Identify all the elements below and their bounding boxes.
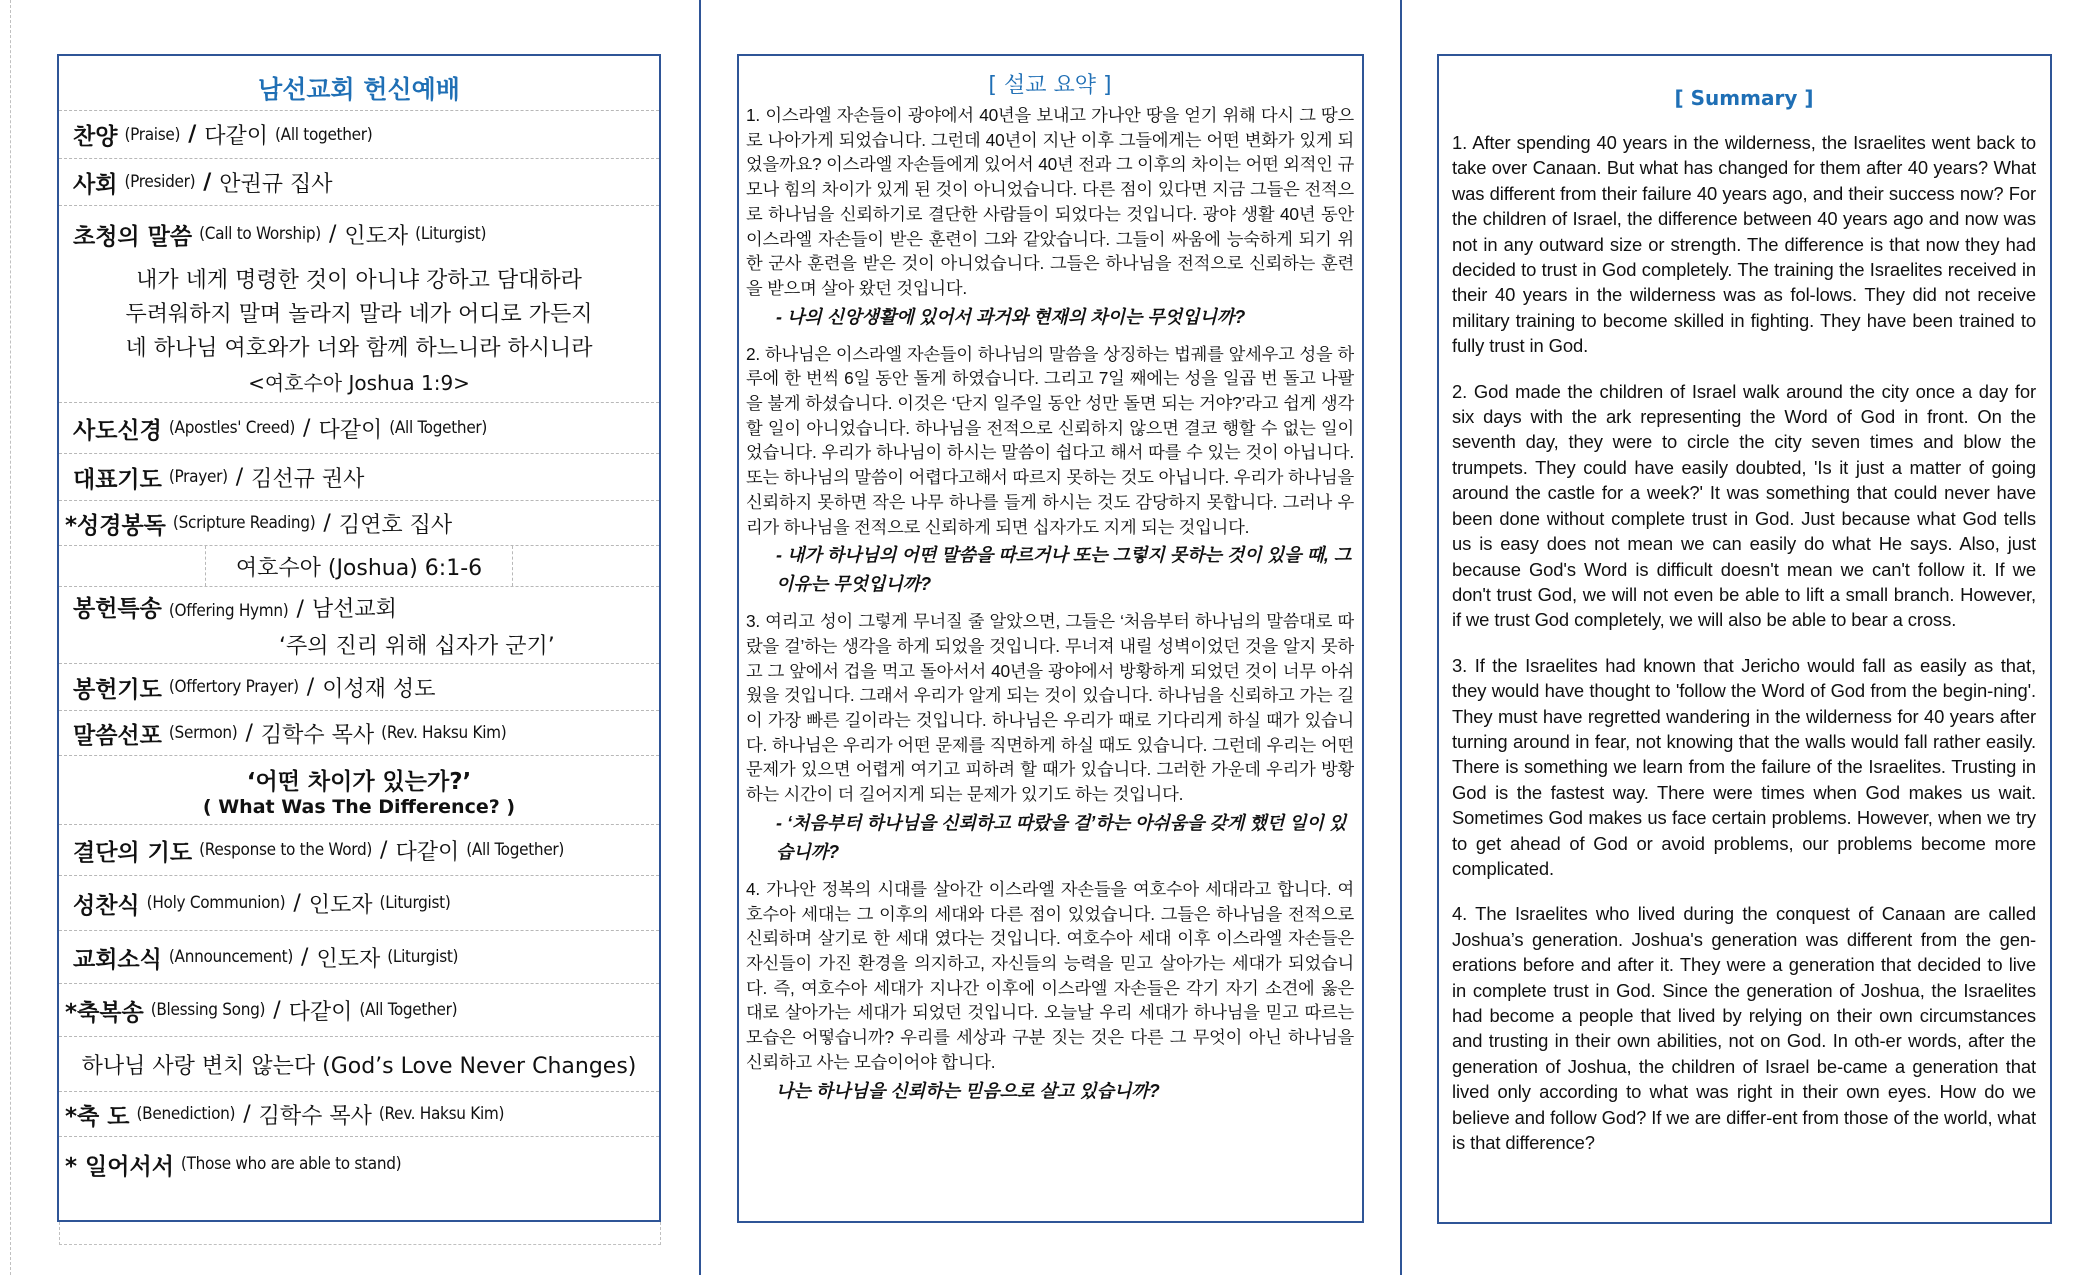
item-key: 초청의 말씀 (73, 223, 193, 250)
item-offertory-prayer (59, 663, 659, 710)
item-sep: / (243, 1101, 251, 1127)
item-sep: / (245, 720, 253, 746)
item-key: 성찬식 (73, 892, 140, 919)
item-presider (59, 158, 659, 205)
verse-line: 내가 네게 명령한 것이 아니냐 강하고 담대하라 (136, 268, 582, 293)
item-value-en: (Rev. Haksu Kim) (381, 723, 507, 743)
item-key: 찬양 (73, 124, 118, 150)
item-key: 교회소식 (73, 946, 162, 973)
item-key-en: (Response to the Word) (199, 840, 373, 860)
item-value: 인도자 (316, 946, 381, 972)
item-key: 사도신경 (73, 417, 162, 444)
summary-paragraph-en: 1. After spending 40 years in the wilderness, the Israelites went back to take over Canaan. But what has changed for them after 40 years? What was different from their failure 40 years ago, and their success now? For the children of Israel, the difference between 40 years ago and now was not in any outward size or strength. The difference is that now they had decided to trust in God completely. The training the Israelites received in their 40 years in the wilderness was as fol-lows. They did not receive military training to become skilled in fighting. They have been trained to fully trust in God. (1452, 132, 2036, 357)
item-benediction (59, 1091, 659, 1136)
summary-paragraph: 4. 가나안 정복의 시대를 살아간 이스라엘 자손들을 여호수아 세대라고 합니다. 여호수아 세대는 그 이후의 세대와 다른 점이 있었습니다. 그들은 하나님을 전적으로 신뢰하며 살기로 한 세대 였다는 것입니다. 여호수아 세대 이후 이스라엘 자손들은 자신들이 가진 환경을 의지하고, 자신들의 능력을 믿고 살아가는 세대가 되었습니다. 즉, 여호수아 세대가 지나간 이후에 이스라엘 자손들은 각기 자기 소견에 옳은 대로 살아가는 세대가 되었던 것입니다. 오늘날 우리 세대가 하나님을 믿고 따르는 모습은 어떻습니까? 우리를 세상과 구분 짓는 것은 다른 그 무엇이 아닌 하나님을 신뢰하고 사는 모습이어야 합니다. (746, 878, 1354, 1072)
item-key: 봉헌특송 (73, 596, 162, 622)
fold-line-1 (699, 0, 701, 1275)
summary-paragraph-en: 2. God made the children of Israel walk around the city once a day for six days with the ark representing the Word of God in front. On the seventh day, they were to circle the city seven times and blow the trumpets. They could have easily doubted, 'Is it just a matter of going around the castle for a week?' It was something that could never have been done without complete trust in God. Just because what God tells us is easy does not mean we can easily do what He says. Also, just because God's Word is difficult doesn't mean we can't follow it. If we don't trust God, we will not even be able to lift a small branch. However, if we trust God completely, we will also be able to bear a cross. (1452, 380, 2036, 631)
reflection-question: 나는 하나님을 신뢰하는 믿음으로 살고 있습니까? (776, 1080, 1160, 1101)
item-offering-hymn (59, 586, 659, 663)
item-praise (59, 110, 659, 158)
item-value-en: (All Together) (389, 418, 488, 438)
sermon-title-en: ( What Was The Difference? ) (202, 795, 516, 818)
fold-line-2 (1400, 0, 1402, 1275)
fold-line-left (10, 0, 11, 1275)
item-sep: / (301, 944, 309, 970)
item-response (59, 824, 659, 875)
item-value: 다같이 (288, 999, 353, 1025)
item-sep: / (296, 597, 304, 622)
item-key-en: (Call to Worship) (199, 224, 321, 244)
reflection-question: - 내가 하나님의 어떤 말씀을 따르거나 또는 그렇지 못하는 것이 있을 때, 그 이유는 무엇입니까? (776, 545, 1352, 595)
item-value: 다같이 (318, 417, 383, 443)
item-key-en: (Benediction) (136, 1104, 236, 1124)
item-value: 김학수 목사 (260, 722, 375, 748)
item-key-en: (Sermon) (168, 723, 238, 743)
sermon-summary-korean-panel (737, 54, 1364, 1223)
item-key-en: (Scripture Reading) (172, 513, 316, 533)
summary-paragraph: 1. 이스라엘 자손들이 광야에서 40년을 보내고 가나안 땅을 얻기 위해 다시 그 땅으로 나아가게 되었습니다. 그런데 40년이 지난 이후 그들에게는 어떤 변화가 있게 되었을까요? 이스라엘 자손들에게 있어서 40년 전과 그 이후의 차이는 어떤 외적인 규모나 힘의 차이가 있게 된 것이 아니었습니다. 다른 점이 있다면 지금 그들은 전적으로 하나님을 신뢰하기로 결단한 사람들이 되었다는 것입니다. 광야 생활 40년 동안 이스라엘 자손들이 받은 훈련이 그와 같았습니다. 그들이 싸움에 능숙하게 되기 위한 군사 훈련을 받은 것이 아니었습니다. 그들은 하나님을 전적으로 신뢰하는 훈련을 받으며 살아 왔던 것입니다. (746, 105, 1354, 298)
verse-reference: <여호수아 Joshua 1:9> (248, 371, 470, 395)
sermon-title-block (59, 755, 659, 824)
reflection-question: - 나의 신앙생활에 있어서 과거와 현재의 차이는 무엇입니까? (776, 306, 1246, 327)
item-value: 이성재 성도 (322, 676, 436, 702)
item-value: 안권규 집사 (219, 171, 333, 197)
item-prayer (59, 453, 659, 500)
bulletin-title: 남선교회 헌신예배 (258, 75, 460, 104)
item-key-en: (Praise) (124, 124, 181, 145)
item-value-en: (All together) (275, 124, 373, 145)
verse-line: 네 하나님 여호와가 너와 함께 하느니라 하시니라 (125, 336, 593, 361)
item-key: *축 도 (65, 1103, 130, 1130)
item-value-en: (Liturgist) (387, 947, 459, 967)
item-sep: / (293, 890, 301, 916)
blessing-song-title-row (59, 1036, 659, 1091)
item-value-en: (All Together) (359, 1000, 458, 1020)
item-sep: / (273, 997, 281, 1023)
item-key-en: (Prayer) (168, 467, 228, 487)
item-sermon (59, 710, 659, 755)
item-key: *축복송 (65, 999, 144, 1026)
item-value-en: (All Together) (466, 840, 565, 860)
scripture-passage: 여호수아 (Joshua) 6:1-6 (205, 546, 513, 586)
item-apostles-creed (59, 402, 659, 453)
item-sep: / (380, 837, 388, 863)
item-key-en: (Holy Communion) (146, 893, 286, 913)
item-key-en: (Offertory Prayer) (168, 677, 299, 697)
item-call-to-worship (59, 205, 659, 262)
item-value-en: (Liturgist) (379, 893, 451, 913)
item-value: 인도자 (344, 223, 409, 249)
sermon-title: ‘어떤 차이가 있는가?’ (246, 768, 472, 795)
item-sep: / (203, 169, 212, 195)
item-sep: / (235, 464, 244, 490)
summary-english-panel (1437, 54, 2052, 1224)
item-value-en: (Rev. Haksu Kim) (378, 1104, 505, 1124)
item-key-en: (Offering Hymn) (168, 601, 289, 621)
item-value: 김학수 목사 (258, 1103, 372, 1129)
item-blessing-song (59, 983, 659, 1036)
summary-paragraph: 3. 여리고 성이 그렇게 무너질 줄 알았으면, 그들은 ‘처음부터 하나님의 말씀대로 따랐을 걸’하는 생각을 하게 되었을 것입니다. 무너져 내릴 성벽이었던 것을 알지 못하고 그 앞에서 겁을 먹고 돌아서서 40년을 광야에서 방황하게 되었던 것이 너무 아쉬웠을 것입니다. 그래서 우리가 알게 되는 것이 있습니다. 하나님을 신뢰하고 가는 길이 가장 빠른 길이라는 것입니다. 하나님은 우리가 때로 기다리게 하실 때가 있습니다. 하나님은 우리가 어떤 문제를 직면하게 하실 때도 있습니다. 그런데 우리는 어떤 문제가 있으면 어렵게 여기고 피하려 할 때가 있습니다. 그러한 가운데 우리가 방황하는 시간이 더 길어지게 되는 문제가 있기도 하는 것입니다. (746, 611, 1354, 805)
dashed-outline (59, 1222, 661, 1245)
item-key: *성경봉독 (65, 512, 166, 539)
item-stand-note (59, 1136, 659, 1191)
hymn-title: ‘주의 진리 위해 십자가 군기’ (279, 634, 555, 659)
item-sep: / (188, 122, 197, 147)
call-to-worship-verse (59, 262, 659, 402)
item-sep: / (303, 415, 311, 441)
summary-paragraph-en: 3. If the Israelites had known that Jericho would fall as easily as that, they would have thought to 'follow the Word of God from the begin-ning'. They must have regretted wandering in the wilderness for 40 years after turning around in fear, not knowing that the walls would fall rather easily. There is something we learn from the failure of the Israelites. Trusting in God is the fastest way. There were times when God makes us wait. Sometimes God makes us face certain problems. However, when we try to get ahead of God or avoid problems, our problems become more complicated. (1452, 654, 2036, 879)
item-value-en: (Liturgist) (415, 224, 487, 244)
item-key-en: (Announcement) (168, 947, 294, 967)
item-key-en: (Blessing Song) (150, 1000, 266, 1020)
item-key: 대표기도 (73, 466, 162, 493)
item-value: 다같이 (395, 839, 460, 865)
item-sep: / (328, 221, 337, 247)
item-value: 남선교회 (311, 597, 397, 622)
item-sep: / (306, 674, 315, 700)
item-key-en: (Apostles' Creed) (168, 418, 296, 438)
sermon-summary-title: [ 설교 요약 ] (988, 73, 1112, 98)
item-value: 인도자 (308, 892, 373, 918)
item-key: 사회 (73, 171, 118, 198)
item-value: 다같이 (204, 124, 268, 149)
item-key-en: (Those who are able to stand) (180, 1154, 402, 1174)
reflection-question: - ‘처음부터 하나님을 신뢰하고 따랐을 걸’하는 아쉬움을 갖게 했던 일이 있습니까? (776, 812, 1347, 862)
item-scripture-reading (59, 500, 659, 545)
item-announcement (59, 930, 659, 983)
item-value: 김선규 권사 (251, 466, 365, 492)
blessing-song-title: 하나님 사랑 변치 않는다 (God’s Love Never Changes) (81, 1053, 637, 1079)
item-key-en: (Presider) (124, 172, 196, 192)
summary-title: [ Summary ] (1674, 86, 1814, 110)
item-value: 김연호 집사 (338, 512, 453, 538)
item-sep: / (323, 510, 331, 536)
summary-paragraph-en: 4. The Israelites who lived during the conquest of Canaan are called Joshua’s generation. Joshua's generation was different from the gen-erations before and after it. They were a generation that decided to live in complete trust in God. Since the generation of Joshua, the Israelites had become a people that lived by relying on their own circumstances and trusting in their own abilities, not on God. In oth-er words, after the generation of Joshua, the children of Israel be-came a generation that lived only according to what was right in their own eyes. How do we believe and follow God? If we are differ-ent from those of the world, what is that difference? (1452, 903, 2036, 1154)
verse-line: 두려워하지 말며 놀라지 말라 네가 어디로 가든지 (125, 302, 593, 327)
item-key: 봉헌기도 (73, 676, 162, 703)
order-of-worship-panel (57, 54, 661, 1222)
summary-paragraph: 2. 하나님은 이스라엘 자손들이 하나님의 말씀을 상징하는 법궤를 앞세우고 성을 하루에 한 번씩 6일 동안 돌게 하였습니다. 그리고 7일 째에는 성을 일곱 번 돌고 나팔을 불게 하셨습니다. 이것은 ‘단지 일주일 동안 성만 돌면 되는 거야?’라고 쉽게 생각할 일이 아니었습니다. 하나님을 전적으로 신뢰하지 않으면 결코 행할 수 없는 일이었습니다. 우리가 하나님이 하시는 말씀이 쉽다고 해서 따를 수 있는 것이 아닙니다. 또는 하나님의 말씀이 어렵다고해서 따르지 못하는 것도 아닙니다. 우리가 하나님을 신뢰하지 못하면 작은 나무 하나를 들게 하시는 것도 감당하지 못합니다. 그러나 우리가 하나님을 전적으로 신뢰하게 되면 십자가도 지게 되는 것입니다. (746, 343, 1354, 537)
item-holy-communion (59, 875, 659, 930)
item-key: 결단의 기도 (73, 839, 193, 866)
item-key: * 일어서서 (65, 1153, 174, 1180)
scripture-passage-row (59, 545, 659, 586)
item-key: 말씀선포 (73, 722, 162, 749)
